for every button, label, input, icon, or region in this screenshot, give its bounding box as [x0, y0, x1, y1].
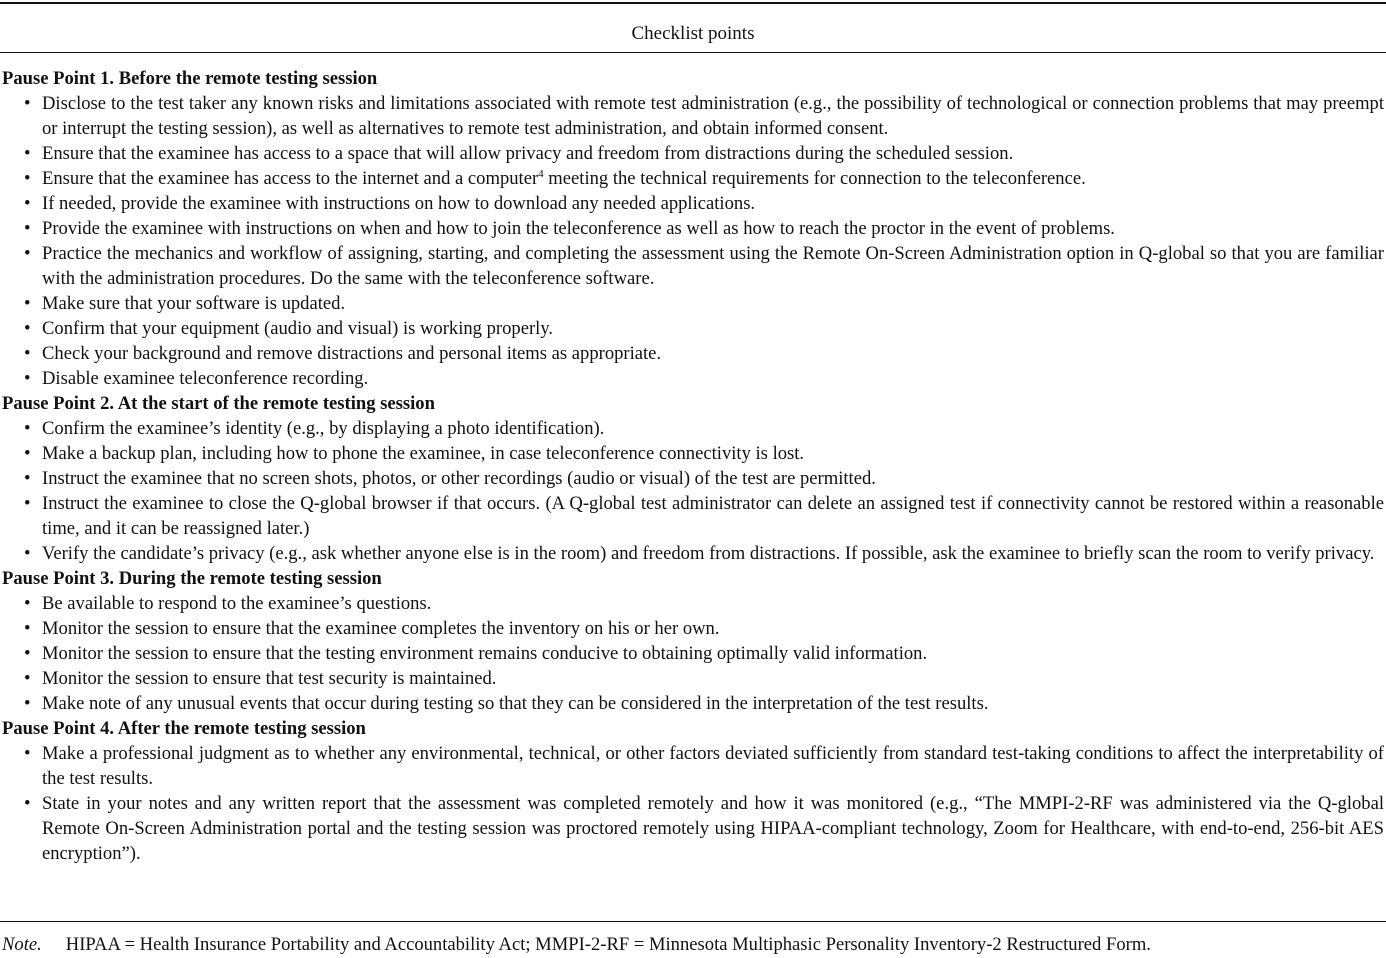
bullet-icon: •	[24, 293, 31, 314]
checklist-item-text-main: Practice the mechanics and workflow of assigning, starting, and completing the assessment using the Remote On-Screen Administration option in Q-global so that you are familiar with the administration procedures. Do the same with the teleconference software.	[42, 243, 1384, 289]
bullet-icon: •	[24, 668, 31, 689]
bullet-icon: •	[24, 193, 31, 214]
bullet-icon: •	[24, 493, 31, 514]
checklist-item	[2, 641, 1384, 666]
checklist-item-text	[42, 691, 1384, 716]
checklist-item	[2, 441, 1384, 466]
checklist-item	[2, 316, 1384, 341]
checklist-item-text	[42, 616, 1384, 641]
checklist-item-text	[42, 366, 1384, 391]
checklist-item-text	[42, 341, 1384, 366]
bullet-icon: •	[24, 93, 31, 114]
bullet-icon: •	[24, 143, 31, 164]
checklist-item	[2, 416, 1384, 441]
checklist-item-text	[42, 591, 1384, 616]
checklist-item	[2, 216, 1384, 241]
checklist-item	[2, 241, 1384, 291]
checklist-item	[2, 541, 1384, 566]
bullet-icon: •	[24, 318, 31, 339]
checklist-item	[2, 91, 1384, 141]
bullet-icon: •	[24, 693, 31, 714]
checklist-item-text-main: State in your notes and any written report that the assessment was completed remotely and how it was monitored (e.g., “The MMPI-2-RF was administered via the Q-global Remote On-Screen Administration portal and the testing session was proctored remotely using HIPAA-compliant technology, Zoom for Healthcare, with end-to-end, 256-bit AES encryption”).	[42, 793, 1384, 864]
checklist-item-text	[42, 791, 1384, 866]
footnote-marker: 4	[538, 168, 544, 180]
checklist-item-text	[42, 666, 1384, 691]
checklist-item-text	[42, 291, 1384, 316]
pause-point-heading: Pause Point 3. During the remote testing session	[2, 568, 382, 589]
checklist-item	[2, 616, 1384, 641]
checklist-item-text-main: Disable examinee teleconference recording.	[42, 368, 369, 389]
checklist-item-text	[42, 441, 1384, 466]
checklist-item-text-main: Be available to respond to the examinee’s questions.	[42, 593, 432, 614]
checklist-item-text-main: Ensure that the examinee has access to the internet and a computer	[42, 168, 539, 189]
checklist-item-text-main: Monitor the session to ensure that test security is maintained.	[42, 668, 497, 689]
checklist-item-text-main: Instruct the examinee to close the Q-global browser if that occurs. (A Q-global test administrator can delete an assigned test if connectivity cannot be restored within a reasonable time, and it can be reassigned later.)	[42, 493, 1384, 539]
checklist-item-text-main: Provide the examinee with instructions on when and how to join the teleconference as well as how to reach the proctor in the event of problems.	[42, 218, 1115, 239]
checklist-item-text-main: Monitor the session to ensure that the examinee completes the inventory on his or her own.	[42, 618, 720, 639]
checklist-item-text	[42, 466, 1384, 491]
table-bottom-rule	[0, 921, 1386, 922]
checklist-item-text	[42, 641, 1384, 666]
checklist-item	[2, 691, 1384, 716]
checklist-item-text-main: Disclose to the test taker any known risks and limitations associated with remote test administration (e.g., the possibility of technological or connection problems that may preempt or interrupt the testing session), as well as alternatives to remote test administration, and obtain informed consent.	[42, 93, 1384, 139]
checklist-item-text-main: Ensure that the examinee has access to a space that will allow privacy and freedom from distractions during the scheduled session.	[42, 143, 1014, 164]
bullet-icon: •	[24, 743, 31, 764]
checklist-item-text	[42, 416, 1384, 441]
bullet-icon: •	[24, 168, 31, 189]
checklist-item-text-main: Make a professional judgment as to whether any environmental, technical, or other factors deviated sufficiently from standard test-taking conditions to affect the interpretability of the test results.	[42, 743, 1384, 789]
checklist-item-text-main: If needed, provide the examinee with instructions on how to download any needed applications.	[42, 193, 756, 214]
bullet-icon: •	[24, 593, 31, 614]
bullet-icon: •	[24, 618, 31, 639]
checklist-item	[2, 741, 1384, 791]
note-label: Note.	[2, 934, 42, 955]
checklist-item-text-main: Make sure that your software is updated.	[42, 293, 346, 314]
checklist-item-text	[42, 316, 1384, 341]
checklist-item	[2, 291, 1384, 316]
checklist-item-text	[42, 141, 1384, 166]
checklist-item-text	[42, 741, 1384, 791]
checklist-item	[2, 491, 1384, 541]
bullet-icon: •	[24, 793, 31, 814]
checklist-item-text-main: Make note of any unusual events that occur during testing so that they can be considered in the interpretation of the test results.	[42, 693, 989, 714]
bullet-icon: •	[24, 343, 31, 364]
checklist-item	[2, 791, 1384, 866]
pause-point-heading: Pause Point 4. After the remote testing session	[2, 718, 366, 739]
bullet-icon: •	[24, 218, 31, 239]
pause-point-heading: Pause Point 2. At the start of the remote testing session	[2, 393, 435, 414]
checklist-item-text	[42, 166, 1384, 191]
bullet-icon: •	[24, 543, 31, 564]
checklist-item-text-main: Confirm that your equipment (audio and visual) is working properly.	[42, 318, 554, 339]
table-header-rule	[0, 52, 1386, 53]
note-text: HIPAA = Health Insurance Portability and Accountability Act; MMPI-2-RF = Minnesota Multiphasic Personality Inventory-2 Restructured Form.	[65, 934, 1151, 955]
checklist-item-text-main: Instruct the examinee that no screen shots, photos, or other recordings (audio or visual) of the test are permitted.	[42, 468, 876, 489]
checklist-item-text	[42, 541, 1384, 566]
checklist-item	[2, 191, 1384, 216]
checklist-item-text-main: Confirm the examinee’s identity (e.g., by displaying a photo identification).	[42, 418, 605, 439]
checklist-item	[2, 141, 1384, 166]
checklist-item-text-main: Monitor the session to ensure that the testing environment remains conducive to obtaining optimally valid information.	[42, 643, 928, 664]
bullet-icon: •	[24, 643, 31, 664]
checklist-item-text	[42, 216, 1384, 241]
checklist-item	[2, 166, 1384, 191]
checklist-item	[2, 466, 1384, 491]
bullet-icon: •	[24, 443, 31, 464]
checklist-item-text	[42, 241, 1384, 291]
checklist-item	[2, 341, 1384, 366]
table-column-header: Checklist points	[631, 23, 755, 44]
checklist-table-body	[2, 66, 1384, 866]
bullet-icon: •	[24, 468, 31, 489]
bullet-icon: •	[24, 243, 31, 264]
checklist-item-text-continued: meeting the technical requirements for connection to the teleconference.	[543, 168, 1086, 189]
checklist-item-text-main: Verify the candidate’s privacy (e.g., ask whether anyone else is in the room) and freedom from distractions. If possible, ask the examinee to briefly scan the room to verify privacy.	[42, 543, 1375, 564]
bullet-icon: •	[24, 368, 31, 389]
bullet-icon: •	[24, 418, 31, 439]
checklist-item	[2, 666, 1384, 691]
checklist-item-text	[42, 491, 1384, 541]
checklist-item-text	[42, 191, 1384, 216]
checklist-item-text	[42, 91, 1384, 141]
checklist-item-text-main: Check your background and remove distractions and personal items as appropriate.	[42, 343, 662, 364]
checklist-item	[2, 591, 1384, 616]
pause-point-heading: Pause Point 1. Before the remote testing session	[2, 68, 378, 89]
checklist-item	[2, 366, 1384, 391]
table-note	[2, 932, 1386, 957]
checklist-item-text-main: Make a backup plan, including how to phone the examinee, in case teleconference connectivity is lost.	[42, 443, 805, 464]
table-top-rule	[0, 2, 1386, 4]
